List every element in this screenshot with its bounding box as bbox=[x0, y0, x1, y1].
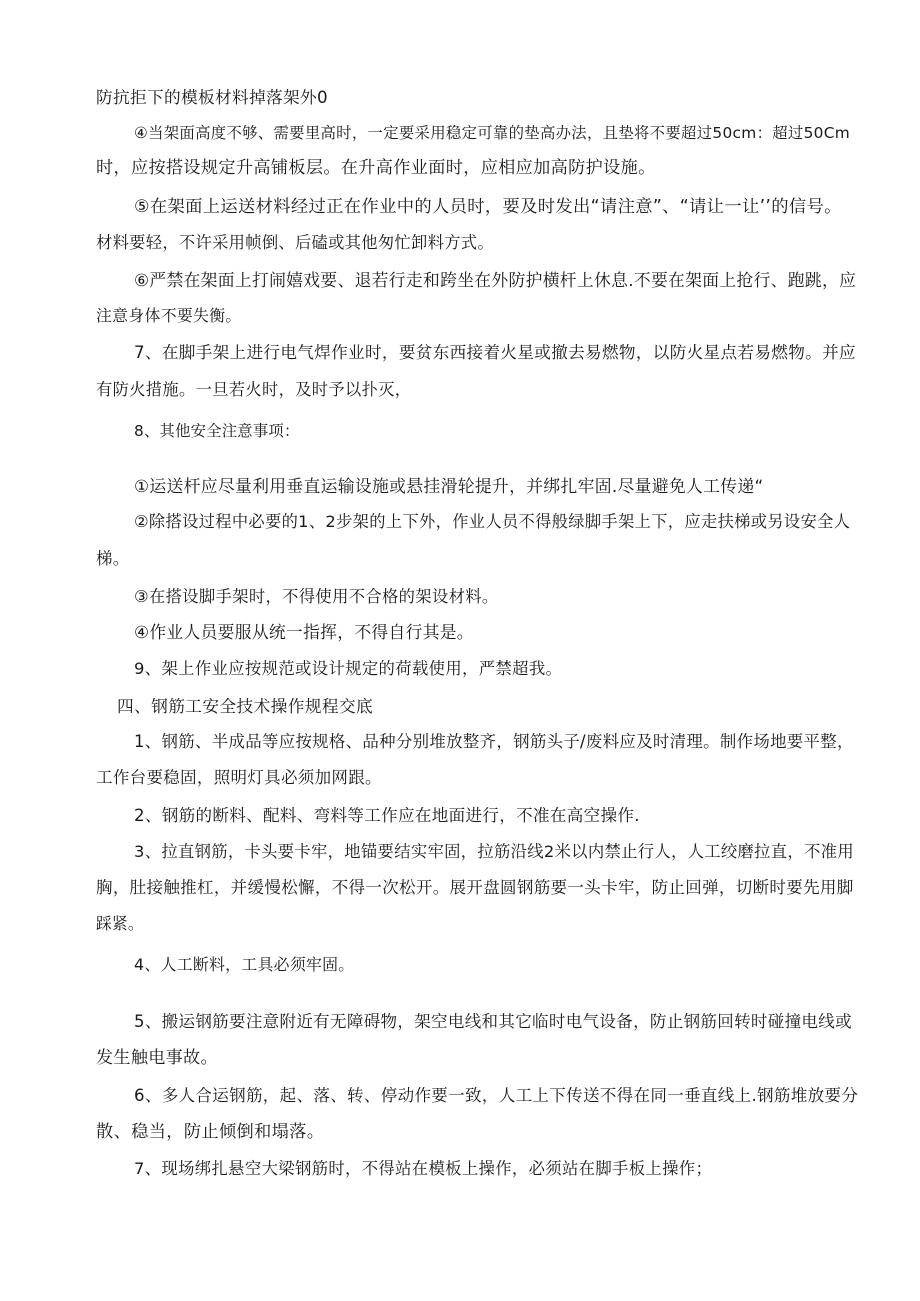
text-line: 发生触电事故。 bbox=[96, 1048, 218, 1068]
text-line: 四、钢筋工安全技术操作规程交底 bbox=[117, 696, 374, 716]
text-line: 7、在脚手架上进行电气焊作业时，要贫东西接着火星或撤去易燃物，以防火星点若易燃物。并应 bbox=[134, 343, 856, 362]
text-line: 防抗拒下的模板材料掉落架外0 bbox=[96, 87, 328, 107]
text-line: 5、搬运钢筋要注意附近有无障碍物，架空电线和其它临时电气设备，防止钢筋回转时碰撞电线或 bbox=[134, 1012, 852, 1031]
text-line: ③在搭设脚手架时，不得使用不合格的架设材料。 bbox=[134, 587, 499, 606]
text-line: ④作业人员要服从统一指挥，不得自行其是。 bbox=[134, 622, 474, 642]
text-line: 散、稳当，防止倾倒和塌落。 bbox=[96, 1122, 325, 1142]
text-line: 踩紧。 bbox=[96, 914, 144, 933]
text-line: 胸，肚接触推杠，并缓慢松懈，不得一次松开。展开盘圆钢筋要一头卡牢，防止回弹，切断时要先用脚 bbox=[96, 878, 854, 897]
text-line: 有防火措施。一旦若火时，及时予以扑灭， bbox=[96, 380, 412, 399]
text-line: ①运送杆应尽量利用垂直运输设施或悬挂滑轮提升，并绑扎牢固.尽量避免人工传递“ bbox=[134, 476, 764, 496]
text-line: 工作台要稳固，照明灯具必须加网跟。 bbox=[96, 768, 382, 787]
text-line: 3、拉直钢筋，卡头要卡牢，地锚要结实牢固，拉筋沿线2米以内禁止行人，人工绞磨拉直，不准用 bbox=[134, 842, 854, 861]
text-line: 2、钢筋的断料、配料、弯料等工作应在地面进行，不准在高空操作. bbox=[134, 806, 640, 825]
text-line: ⑤在架面上运送材料经过正在作业中的人员时，要及时发出“请注意”、“请让一让’’的信号。 bbox=[134, 197, 842, 217]
text-line: 6、多人合运钢筋，起、落、转、停动作要一致，人工上下传送不得在同一垂直线上.钢筋堆放要分 bbox=[134, 1086, 859, 1105]
text-line: 注意身体不要失衡。 bbox=[96, 306, 242, 325]
text-line: 9、架上作业应按规范或设计规定的荷载使用，严禁超我。 bbox=[134, 659, 563, 678]
text-line: 7、现场绑扎悬空大梁钢筋时，不得站在模板上操作，必须站在脚手板上操作； bbox=[134, 1159, 713, 1178]
text-line: 材料要轻，不许采用帧倒、后磕或其他匆忙卸料方式。 bbox=[96, 233, 494, 252]
text-line: 8、其他安全注意事项： bbox=[134, 422, 300, 440]
text-line: ④当架面高度不够、需要里高时，一定要采用稳定可靠的垫高办法，且垫将不要超过50cm：超过50Cm bbox=[134, 124, 851, 142]
text-line: 时，应按搭设规定升高铺板层。在升高作业面时，应相应加高防护设施。 bbox=[96, 158, 656, 178]
text-line: ②除搭设过程中必要的1、2步架的上下外，作业人员不得般绿脚手架上下，应走扶梯或另设安全人 bbox=[134, 512, 851, 531]
text-line: ⑥严禁在架面上打闹嬉戏要、退若行走和跨坐在外防护横杆上休息.不要在架面上抢行、跑跳，应 bbox=[134, 270, 857, 290]
text-line: 1、钢筋、半成品等应按规格、品种分别堆放整齐，钢筋头子/废料应及时清理。制作场地要平整， bbox=[134, 732, 854, 751]
text-line: 4、人工断料，工具必须牢固。 bbox=[134, 955, 355, 974]
text-line: 梯。 bbox=[96, 549, 130, 568]
